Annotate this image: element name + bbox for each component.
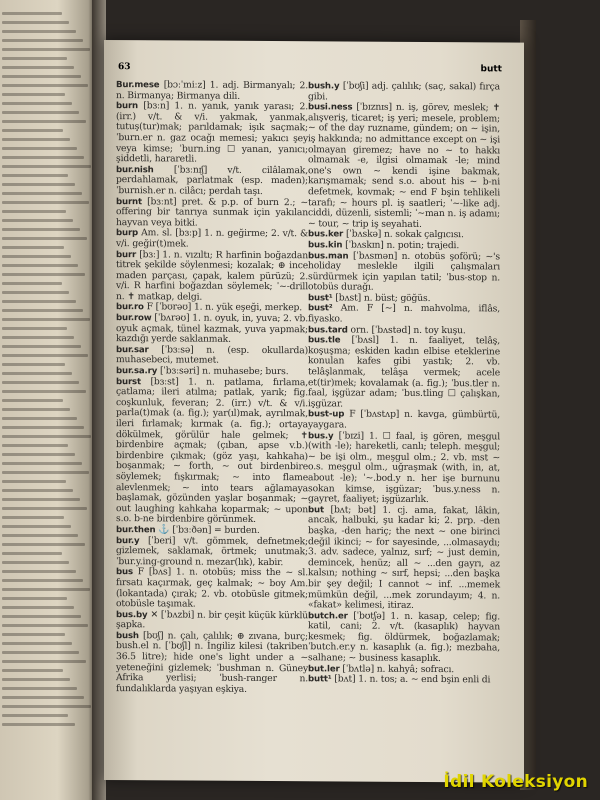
entry-headword: bus.ker bbox=[308, 229, 344, 240]
dictionary-entry bbox=[116, 631, 308, 696]
left-page-line bbox=[2, 444, 68, 447]
entry-headword: bus.man bbox=[308, 250, 349, 261]
entry-definition: [ˈbʌskə] n. sokak çalgıcısı. bbox=[345, 228, 464, 241]
left-page-line bbox=[2, 156, 84, 159]
entry-headword: burst bbox=[116, 376, 141, 387]
left-page-line bbox=[2, 678, 70, 681]
entry-headword: butch.er bbox=[308, 610, 348, 622]
page-number: 63 bbox=[118, 62, 131, 73]
entry-headword: bus.by bbox=[116, 609, 148, 620]
left-page-line bbox=[2, 75, 81, 78]
page-header bbox=[104, 62, 524, 81]
entry-definition: [ˈbʌtlə] n. kahyâ; sofracı. bbox=[342, 663, 455, 675]
entry-definition: Am. sl. [bɜːp] 1. n. geğirme; 2. v/t. & v/i. geğir(t)mek. bbox=[116, 227, 308, 250]
dictionary-entry bbox=[308, 431, 500, 506]
entry-headword: bus.y bbox=[308, 430, 334, 441]
entry-headword: bur.sa.ry bbox=[116, 366, 158, 377]
dictionary-entry bbox=[116, 610, 308, 632]
entry-headword: butt¹ bbox=[308, 674, 332, 685]
left-page-line bbox=[2, 570, 76, 573]
left-column bbox=[116, 80, 308, 696]
left-page-line bbox=[2, 246, 64, 249]
left-page-line bbox=[2, 228, 80, 231]
entry-definition: ⚓ [ˈbɜːðən] = burden. bbox=[158, 524, 260, 536]
entry-headword: burr bbox=[116, 249, 137, 260]
left-page-line bbox=[2, 102, 72, 105]
left-page-line bbox=[2, 291, 69, 294]
entry-definition: [ˈbɪznɪs] n. iş, görev, meslek; ✝ alışveriş, ticaret; iş yeri; mesele, problem; ~ of the day ruzname, gündem; on ~ işin, iş hakkında; no admittance except on ~ işi olmayan giremez; have no ~ to hakkı olmamak -e, ilgisi olmamak -le; mind one's own ~ kendi işine bakmak, karışmamak; send s.o. about his ~ b-ni defetmek, kovmak; ~ end F bşin tehlikeli tarafı; ~ hours pl. iş saatleri; ˈ~-like adj. ciddi, düzenli, sistemli; ˈ~man n. iş adamı; ~ tour, ~ trip iş seyahati. bbox=[308, 101, 500, 230]
dictionary-entry bbox=[116, 228, 308, 250]
left-page-line bbox=[2, 381, 79, 384]
left-page-line bbox=[2, 714, 68, 717]
left-page-line bbox=[2, 66, 74, 69]
entry-definition: Am. F [~] n. mahvolma, iflâs, fiyasko. bbox=[308, 302, 500, 325]
dictionary-entry bbox=[116, 313, 308, 346]
entry-headword: but bbox=[308, 504, 324, 516]
entry-headword: bur.row bbox=[116, 313, 152, 324]
left-page-line bbox=[2, 471, 89, 474]
entry-definition: F [bʌs] 1. n. otobüs; miss the ~ sl. fırsatı kaçırmak, geç kalmak; ~ boy Am. (lokantada) çırak; 2. vb. otobüsle gitmek; otobüsle taşımak. bbox=[116, 566, 308, 610]
left-page-line bbox=[2, 300, 76, 303]
dictionary-entry bbox=[308, 611, 500, 665]
left-page-line bbox=[2, 435, 91, 438]
left-page-line bbox=[2, 561, 69, 564]
left-page-line bbox=[2, 426, 84, 429]
dictionary-entry bbox=[308, 674, 500, 686]
dictionary-entry bbox=[308, 304, 500, 326]
left-page-line bbox=[2, 129, 63, 132]
entry-definition: F [ˈbʊrəʊ] 1. n. yük eşeği, merkep. bbox=[146, 301, 302, 314]
left-page-line bbox=[2, 48, 90, 51]
left-page-line bbox=[2, 489, 73, 492]
left-page-line bbox=[2, 552, 62, 555]
right-column bbox=[308, 81, 500, 686]
dictionary-entry bbox=[116, 101, 308, 166]
left-page-line bbox=[2, 408, 70, 411]
left-page-line bbox=[2, 345, 81, 348]
left-page-line bbox=[2, 624, 88, 627]
dictionary-entry bbox=[116, 165, 308, 198]
entry-headword: bus.tle bbox=[308, 335, 341, 346]
entry-headword: bust¹ bbox=[308, 293, 333, 304]
entry-definition: [bɜː] 1. n. vızıltı; R harfinin boğazdan titrek şekilde söylenmesi; kozalak; ⊕ ince maden parçası, çapak, kalem pürüzü; 2. v/i. R harfini boğazdan söylemek; ˈ~-drill n. ✝ matkap, delgi. bbox=[116, 248, 308, 303]
entry-headword: burp bbox=[116, 228, 139, 239]
left-page-line bbox=[2, 390, 86, 393]
entry-definition: [bɜːnt] pret. & p.p. of burn 2.; ~ offering bir tanrıya sunmak için yakılan hayvan veya bitki. bbox=[116, 195, 308, 229]
left-page-line bbox=[2, 165, 91, 168]
left-page-line bbox=[2, 39, 83, 42]
left-page-text-lines bbox=[2, 6, 90, 732]
left-page-line bbox=[2, 273, 85, 276]
left-page-line bbox=[2, 192, 82, 195]
left-page-line bbox=[2, 111, 79, 114]
dictionary-entry bbox=[116, 567, 308, 611]
entry-headword: bus.kin bbox=[308, 240, 343, 251]
entry-definition: [ˈbʌsl] 1. n. faaliyet, telâş, koşuşma; eskiden kadın elbise eteklerine konulan kafes gibi yastık; 2. vb. telâşlanmak, telâşa vermek; acele et(tir)mek; kovalamak (a. fig.); ˈbus.tler n. faal, işgüzar adam; ˈbus.tling ☐ çalışkan, işgüzar. bbox=[308, 334, 500, 410]
left-page-line bbox=[2, 354, 88, 357]
left-page-line bbox=[2, 336, 74, 339]
entry-headword: burnt bbox=[116, 196, 142, 207]
entry-definition: [ˈbʊtʃə] 1. n. kasap, celep; fig. katil, cani; 2. v/t. (kasaplık) hayvan kesmek; fig. öldürmek, boğazlamak; ˈbutch.er.y n. kasaplık (a. fig.); mezbaha, salhane; ~ business kasaplık. bbox=[308, 610, 500, 665]
entry-definition: [ˈbɜːnɪʃ] v/t. cilâlamak, perdahlamak, parlatmak (esp. maden); ˈburnish.er n. cilâcı; perdah taşı. bbox=[116, 164, 308, 197]
left-page-line bbox=[2, 507, 87, 510]
dictionary-entry bbox=[308, 102, 500, 230]
left-page-line bbox=[2, 579, 83, 582]
dictionary-entry bbox=[116, 80, 308, 102]
left-page-line bbox=[2, 120, 86, 123]
entry-definition: [ˈbʊʃi] adj. çalılık; (saç, sakal) fırça gibi. bbox=[308, 80, 500, 102]
entry-definition: ✕ [ˈbʌzbi] n. bir çeşit küçük kürklü şapka. bbox=[116, 608, 309, 631]
left-page-line bbox=[2, 264, 78, 267]
left-page-line bbox=[2, 453, 75, 456]
left-page-line bbox=[2, 138, 70, 141]
dictionary-entry bbox=[116, 197, 308, 230]
left-page-line bbox=[2, 210, 66, 213]
entry-definition: [bʊʃ] n. çalı, çalılık; ⊕ zıvana, burç; bush.el n. [ˈbʊʃl] n. İngiliz kilesi (takriben 36.5 litre); hide one's light under a ~ yeteneğini gizlemek; ˈbushman n. Güney Afrika yerlisi; ˈbush-ranger n. fundalıklarda yaşıyan eşkiya. bbox=[116, 630, 308, 695]
left-page-line bbox=[2, 651, 79, 654]
left-page-line bbox=[2, 309, 83, 312]
entry-headword: burn bbox=[116, 101, 139, 112]
left-page-line bbox=[2, 597, 67, 600]
left-page-line bbox=[2, 687, 77, 690]
left-page-line bbox=[2, 543, 85, 546]
entry-headword: bus.tard bbox=[308, 324, 348, 336]
left-page-line bbox=[2, 237, 87, 240]
entry-definition: [ˈbɜːsəri] n. muhasebe; burs. bbox=[160, 365, 289, 378]
entry-headword: bust-up bbox=[308, 409, 345, 420]
watermark: İdil Koleksiyon bbox=[443, 772, 588, 792]
left-page-line bbox=[2, 399, 63, 402]
entry-definition: [ˈbʌskɪn] n. potin; trajedi. bbox=[345, 239, 460, 252]
entry-definition: [ˈbʌrəʊ] 1. n. oyuk, in, yuva; 2. vb. oyuk açmak, tünel kazmak, yuva yapmak; kazdığı yerde saklanmak. bbox=[116, 312, 308, 346]
entry-headword: bush bbox=[116, 630, 139, 642]
entry-definition: [ˈberi] v/t. gömmek, defnetmek; gizlemek, saklamak, örtmek; unutmak; ˈbur.y.ing-ground n. mezar(lık), kabir. bbox=[116, 534, 308, 568]
entry-definition: [bɜːst] 1. n. patlama, fırlama, çatlama; ileri atılma; patlak, yarık; fig. coşkunluk, feveran; 2. (irr.) v/t. & v/i. parla(t)mak (a. fig.); yar(ıl)mak, ayrılmak, ileri fırlamak; kırmak (a. fig.); ortaya dökülmek, görülür hale gelmek; ✝ birdenbire açmak; (çıban, apse v.b.) birdenbire çıkmak; (göz yaşı, kahkaha) boşanmak; ~ forth, ~ out birdenbire söylemek; fışkırmak; ~ into flame alevlenmek; ~ into tears ağlamaya başlamak, gözünden yaşlar boşanmak; ~ out laughing kahkaha koparmak; ~ upon s.o. b-ne birdenbire görünmek. bbox=[116, 375, 308, 526]
entry-definition: [bʌst] n. büst; göğüs. bbox=[335, 292, 431, 304]
left-page-line bbox=[2, 462, 82, 465]
entry-headword: bur.ro bbox=[116, 302, 144, 313]
dictionary-entry bbox=[308, 505, 500, 612]
left-page-line bbox=[2, 633, 65, 636]
left-page-line bbox=[2, 723, 75, 726]
entry-definition: [bʌt] 1. n. tos; a. ~ end bşin enli di bbox=[334, 673, 491, 686]
left-page-line bbox=[2, 480, 66, 483]
left-page-line bbox=[2, 417, 77, 420]
entry-definition: [bɜːn] 1. n. yanık, yanık yarası; 2. (irr.) v/t. & v/i. yakmak, yanmak, tutuş(tur)mak; parıldamak; işık saçmak; ˈburn.er n. gaz ocağı memesi; yakıcı şey veya kimse; ˈburn.ing ☐ yanan, yanıcı; şiddetli, hararetli. bbox=[116, 100, 308, 165]
left-page-line bbox=[2, 660, 86, 663]
entry-headword: bush.y bbox=[308, 81, 340, 92]
left-page-line bbox=[2, 201, 89, 204]
left-page-line bbox=[2, 372, 72, 375]
dictionary-entry bbox=[116, 345, 308, 367]
entry-headword: bus bbox=[116, 567, 133, 578]
entry-headword: bust² bbox=[308, 303, 333, 314]
left-page-edge bbox=[0, 0, 96, 800]
left-page-line bbox=[2, 30, 76, 33]
entry-definition: [ˈbʌsmən] n. otobüs şoförü; ~'s holiday meslekle ilgili çalışmaları sürdürmek için yapılan tatil; ˈbus-stop n. otobüs durağı. bbox=[308, 250, 500, 293]
left-page-line bbox=[2, 615, 81, 618]
dictionary-entry bbox=[116, 250, 308, 304]
entry-definition: [bʌt; bət] 1. cj. ama, fakat, lâkin, ancak, halbuki, şu kadar ki; 2. prp. -den başka, -den hariç; the next ~ one birinci değil ikinci; ~ for sayesinde, ...olmasaydı; 3. adv. sadece, yalnız, sırf; ~ just demin, demincek, henüz; all ~ ...den gayrı, az kalsın; nothing ~ sırf, hepsi; ...den başka bir şey değil; I cannot ~ inf. ...memek mümkün değil, ...mek zorundayım; 4. n. «fakat» kelimesi, itiraz. bbox=[308, 504, 500, 611]
left-page-line bbox=[2, 255, 71, 258]
left-page-line bbox=[2, 327, 67, 330]
left-page-line bbox=[2, 525, 71, 528]
entry-headword: Bur.mese bbox=[116, 80, 160, 91]
left-page-line bbox=[2, 588, 90, 591]
guide-word: butt bbox=[480, 64, 502, 75]
left-page-line bbox=[2, 57, 67, 60]
left-page-line bbox=[2, 606, 74, 609]
entry-headword: bur.y bbox=[116, 535, 140, 546]
dictionary-entry bbox=[116, 377, 308, 526]
left-page-line bbox=[2, 219, 73, 222]
left-page-line bbox=[2, 498, 80, 501]
entry-headword: busi.ness bbox=[308, 102, 353, 113]
left-page-line bbox=[2, 669, 63, 672]
entry-headword: bur.sar bbox=[116, 344, 149, 356]
dictionary-entry bbox=[308, 251, 500, 295]
entry-headword: bur.nish bbox=[116, 164, 154, 176]
dictionary-entry bbox=[308, 81, 500, 103]
entry-headword: but.ler bbox=[308, 663, 340, 675]
left-page-line bbox=[2, 93, 65, 96]
left-page-line bbox=[2, 534, 78, 537]
left-page-line bbox=[2, 642, 72, 645]
left-page-line bbox=[2, 282, 62, 285]
dictionary-entry bbox=[116, 536, 308, 569]
dictionary-page bbox=[104, 40, 524, 783]
left-page-line bbox=[2, 363, 65, 366]
entry-definition: [ˈbɜːsə] n. (esp. okullarda) muhasebeci, mutemet. bbox=[116, 344, 309, 367]
left-page-line bbox=[2, 318, 90, 321]
left-page-line bbox=[2, 174, 68, 177]
left-page-line bbox=[2, 147, 77, 150]
entry-definition: [ˈbɪzi] 1. ☐ faal, iş gören, meşgul (with -le); hareketli, canlı; teleph. meşgul; ~ be işi olm., meşgul olm.; 2. vb. mst ~ o.s. meşgul olm., uğraşmak (with, in, at, about -le); ˈ~.bod.y n. her işe burnunu sokan kimse, işgüzar; ˈbus.y.ness n. gayret, faaliyet; işgüzarlık. bbox=[308, 430, 500, 506]
left-page-line bbox=[2, 12, 62, 15]
dictionary-entry bbox=[308, 410, 500, 432]
entry-headword: bur.then bbox=[116, 525, 156, 536]
left-page-line bbox=[2, 84, 88, 87]
entry-definition: orn. [ˈbʌstəd] n. toy kuşu. bbox=[350, 324, 466, 336]
left-page-line bbox=[2, 516, 64, 519]
entry-definition: [bɔːˈmiːz] 1. adj. Birmanyalı; 2. n. Birmanya; Birmanya dili. bbox=[116, 79, 308, 102]
left-page-line bbox=[2, 183, 75, 186]
entry-definition: F [ˈbʌstʌp] n. kavga, gümbürtü, yaygara. bbox=[308, 408, 500, 431]
dictionary-entry bbox=[308, 335, 500, 410]
left-page-line bbox=[2, 696, 84, 699]
left-page-line bbox=[2, 21, 69, 24]
left-page-line bbox=[2, 705, 91, 708]
